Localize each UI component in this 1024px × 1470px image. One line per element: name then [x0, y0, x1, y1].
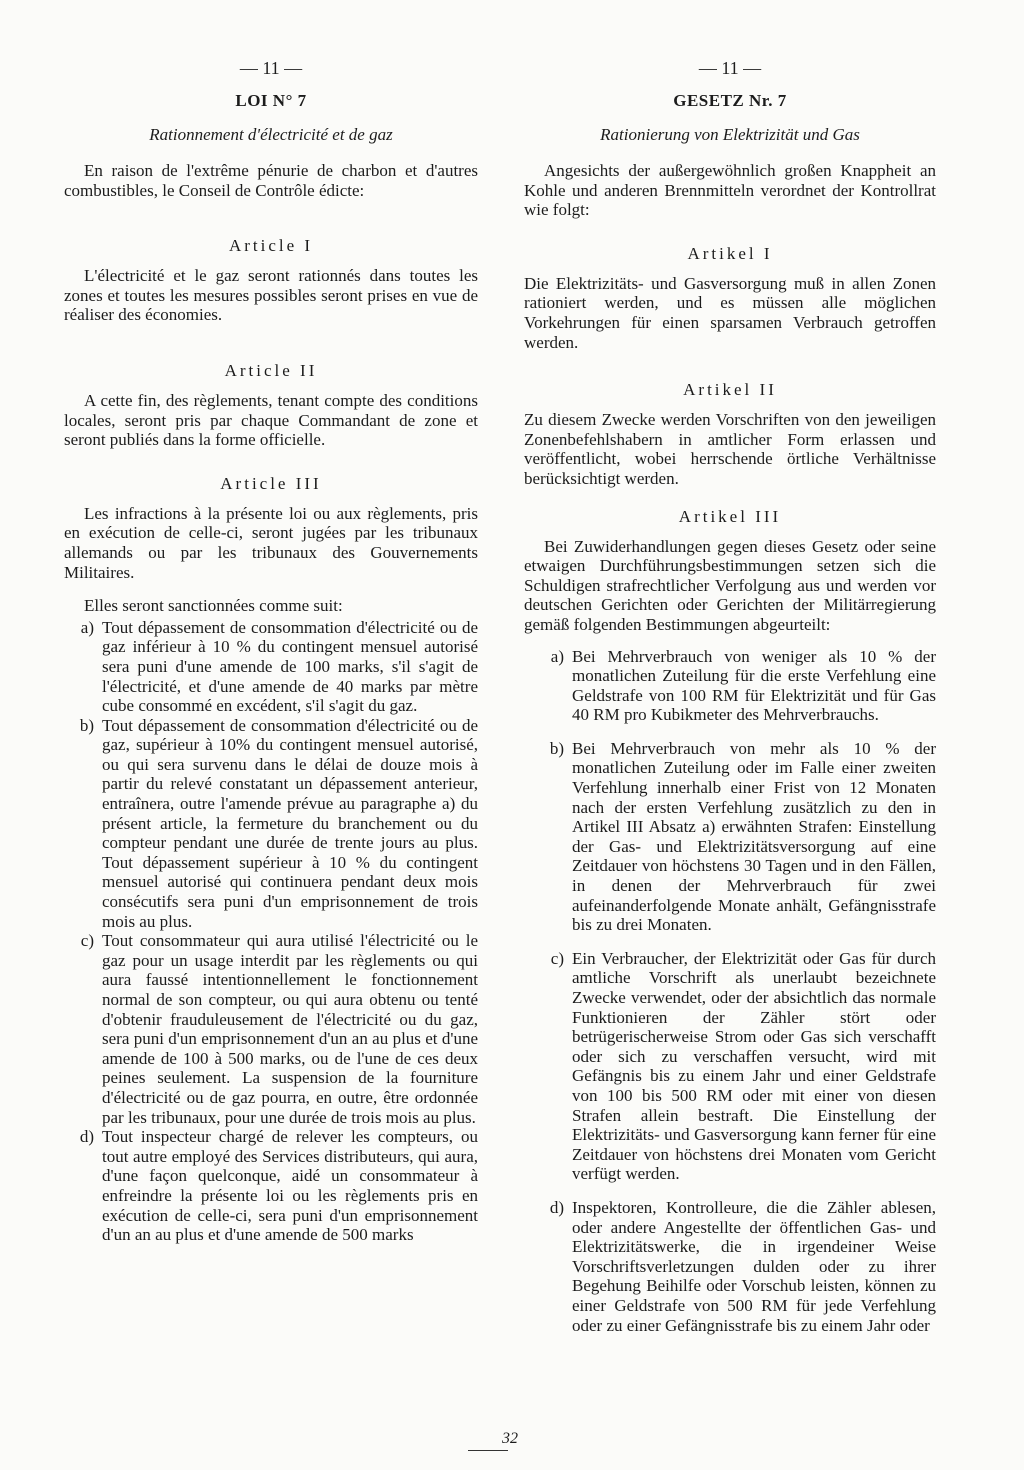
list-item: [64, 716, 478, 932]
article-1-text: L'électricité et le gaz seront rationnés dans toutes les zones et toutes les mesures possibles seront prises en vue de réaliser des économies.: [64, 266, 478, 325]
law-subtitle: Rationnement d'électricité et de gaz: [149, 125, 393, 144]
law-subtitle: Rationierung von Elektrizität und Gas: [600, 125, 860, 144]
preamble: En raison de l'extrême pénurie de charbon et d'autres combustibles, le Conseil de Contrôle édicte:: [64, 161, 478, 200]
folio-rule: [468, 1450, 508, 1451]
item-marker: b): [549, 738, 564, 758]
list-item: [64, 618, 478, 716]
item-marker: c): [550, 948, 564, 968]
article-1-text: Die Elektrizitäts- und Gasversorgung muß in allen Zonen rationiert werden, und es müssen alle möglichen Vorkehrungen für einen sparsamen Verbrauch getroffen werden.: [524, 273, 936, 352]
article-3-heading: Artikel III: [678, 506, 782, 526]
article-3-text: Bei Zuwiderhandlungen gegen dieses Gesetz oder seine etwaigen Durchführungsbestimmungen setzen sich die Schuldigen strafrechtlicher Verfolgung aus und werden vor deutschen Gerichten oder Gerichten der Militärregierung gemäß folgenden Bestimmungen abgeurteilt:: [524, 536, 936, 634]
penalty-list: [524, 647, 936, 1336]
law-title: LOI N° 7: [235, 91, 307, 110]
item-marker: d): [79, 1127, 94, 1147]
german-column: [524, 58, 936, 1335]
list-item: [64, 1127, 478, 1245]
article-2-text: A cette fin, des règlements, tenant compte des conditions locales, seront pris par chaque Commandant de zone et seront publiés dans la forme officielle.: [64, 390, 478, 450]
penalty-list: [64, 618, 478, 1245]
list-item: [524, 739, 936, 935]
item-text: Inspektoren, Kontrolleure, die die Zähler ablesen, oder andere Angestellte der öffentlichen Gas- und Elektrizitätswerke, die in irgendeiner Weise Vorschriftsverletzungen dulden oder zu ihrer Begehung Beihilfe oder Vorschub leisten, können zu einer Geldstrafe von 500 RM für jede Verfehlung oder zu einer Gefängnisstrafe bis zu einem Jahr oder: [572, 1197, 936, 1335]
article-2-heading: Artikel II: [683, 380, 777, 400]
page-number: — 11 —: [239, 58, 303, 78]
item-text: Bei Mehrverbrauch von mehr als 10 % der monatlichen Zuteilung oder im Falle einer zweiten Verfehlung innerhalb einer Frist von 12 Monaten nach der ersten Verfehlung zusätzlich zu den in Artikel III Absatz a) erwähnten Strafen: Einstellung der Gas- und Elektrizitätsversorgung auf eine Zeitdauer von höchstens 30 Tagen und in den Fällen, in denen der Mehrverbrauch für zwei aufeinanderfolgende Monate anhält, Gefängnisstrafe bis zu drei Monaten.: [572, 738, 936, 935]
article-2-text: Zu diesem Zwecke werden Vorschriften von den jeweiligen Zonenbefehlshabern in amtlicher Form erlassen und veröffentlicht, wobei herrschende örtliche Verhältnisse berücksichtigt werden.: [524, 410, 936, 488]
item-text: Tout dépassement de consommation d'électricité ou de gaz inférieur à 10 % du contingent mensuel autorisé sera puni d'une amende de 100 marks, s'il s'agit de l'électricité, et d'une amende de 40 marks par mètre cube consommé en excédent, s'il s'agit du gaz.: [102, 617, 478, 716]
law-title: GESETZ Nr. 7: [673, 91, 787, 110]
item-marker: b): [79, 715, 94, 735]
article-1-heading: Article I: [228, 236, 314, 256]
item-marker: c): [80, 931, 94, 951]
item-text: Tout inspecteur chargé de relever les compteurs, ou tout autre employé des Services distributeurs, qui aura, d'une façon quelconque, aidé un consommateur à enfreindre la présente loi ou les règlements pris en exécution de celle-ci, sera puni d'un emprisonnement d'un an au plus et d'une amende de 500 marks: [102, 1127, 478, 1245]
preamble: Angesichts der außergewöhnlich großen Knappheit an Kohle und anderen Brennmitteln verordnet der Kontrollrat wie folgt:: [524, 161, 936, 220]
item-marker: d): [549, 1197, 564, 1217]
article-2-heading: Article II: [224, 360, 318, 380]
french-column: [64, 58, 478, 1245]
item-text: Tout dépassement de consommation d'électricité ou de gaz, supérieur à 10% du contingent mensuel autorisé, ou qui sera survenu dans le délai de douze mois à partir du relevé constatant un dépassement anterieur, entraînera, outre l'amende prévue au paragraphe a) du présent article, la fermeture du branchement ou du compteur pendant une durée de trente jours au plus. Tout dépassement supérieur à 10 % du contingent mensuel autorisé qui continuera pendant deux mois consécutifs sera puni d'un emprisonnement de trois mois au plus.: [102, 715, 478, 931]
list-item: [64, 931, 478, 1127]
list-item: [524, 1198, 936, 1335]
item-marker: a): [550, 646, 564, 666]
item-text: Ein Verbraucher, der Elektrizität oder Gas für durch amtliche Vorschrift als unerlaubt bezeichnete Zwecke verwendet, oder der absichtlich das normale Funktionieren der Zähler stört oder betrügerischerweise Strom oder Gas sich verschafft oder sich zu verschaffen versucht, wird mit Gefängnis bis zu einem Jahr und einer Geldstrafe von 100 bis 500 RM oder mit einer von diesen Strafen allein bestraft. Die Einstellung der Elektrizitäts- und Gasversorgung kann ferner für eine Zeitdauer von höchstens drei Monaten vom Gericht verfügt werden.: [572, 948, 936, 1184]
article-3-heading: Article III: [220, 473, 322, 493]
item-text: Bei Mehrverbrauch von weniger als 10 % der monatlichen Zuteilung für die erste Verfehlung eine Geldstrafe von 100 RM für Elektrizität und für Gas 40 RM pro Kubikmeter des Mehrverbrauchs.: [572, 646, 936, 725]
article-3-text: Les infractions à la présente loi ou aux règlements, pris en exécution de celle-ci, seront jugées par les tribunaux allemands ou par les tribunaux des Gouvernements Militaires.: [64, 503, 478, 582]
page-number: — 11 —: [698, 58, 762, 78]
article-1-heading: Artikel I: [687, 243, 773, 263]
list-item: [524, 647, 936, 725]
item-text: Tout consommateur qui aura utilisé l'électricité ou le gaz pour un usage interdit par les règlements ou qui aura faussé intentionnellement le fonctionnement normal de son compteur, ou qui aura obtenu ou tenté d'obtenir frauduleusement de l'électricité ou du gaz, sera puni d'un emprisonnement d'un an au plus et d'une amende de 100 à 500 marks, ou de l'une de ces deux peines seulement. La suspension de la fourniture d'électricité ou de gaz pourra, en outre, être ordonnée par les tribunaux, pour une durée de trois mois au plus.: [102, 931, 478, 1127]
article-3-intro: Elles seront sanctionnées comme suit:: [84, 596, 343, 616]
list-item: [524, 949, 936, 1184]
item-marker: a): [80, 617, 94, 637]
folio-number: 32: [502, 1430, 518, 1447]
